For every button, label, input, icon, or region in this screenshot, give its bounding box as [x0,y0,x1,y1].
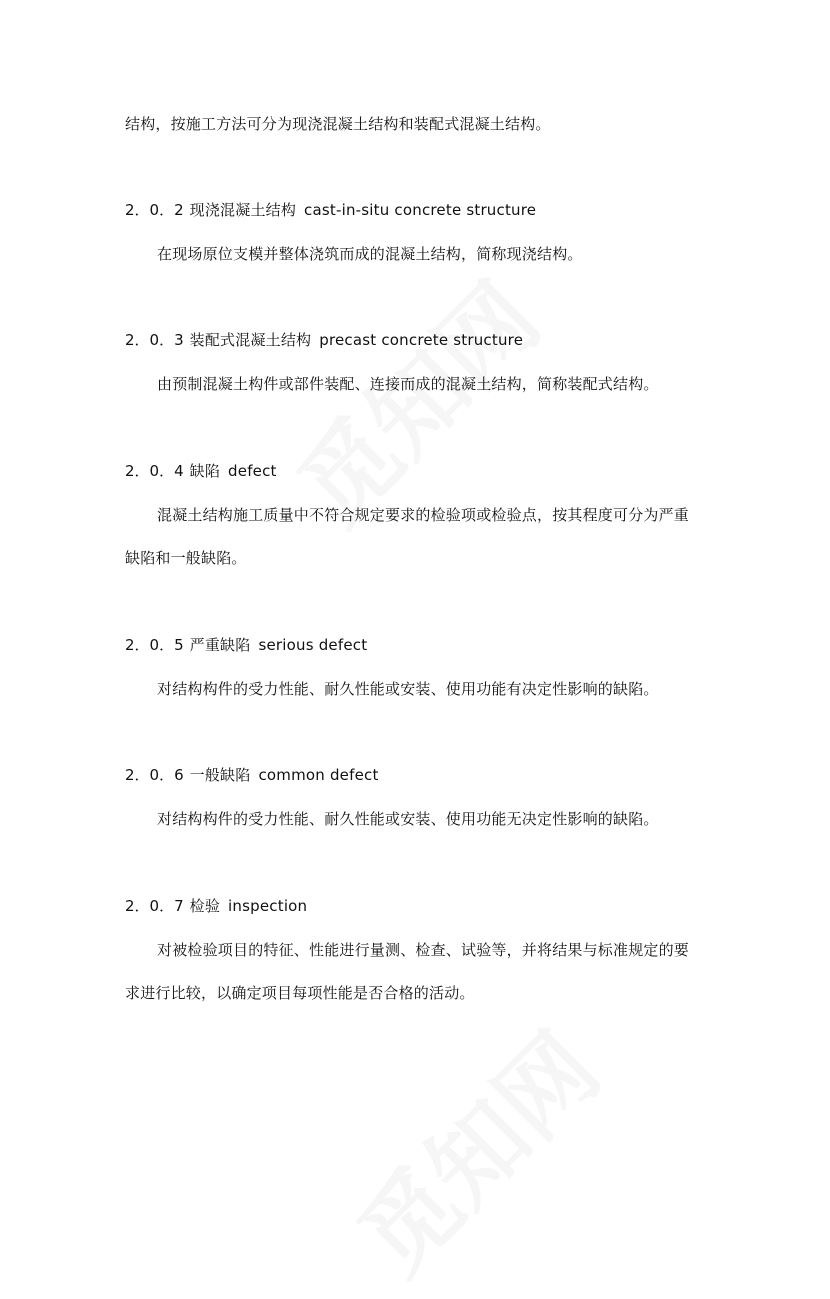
term-chinese: 缺陷 [189,462,221,480]
term-heading [125,200,536,220]
term-english: serious defect [258,636,368,654]
term-chinese: 装配式混凝土结构 [189,331,312,349]
term-heading [125,330,523,350]
term-number: 2．0．6 [125,766,184,784]
watermark [324,998,625,1299]
term-definition: 对被检验项目的特征、性能进行量测、检查、试验等，并将结果与标准规定的要 [157,941,690,959]
term-english: precast concrete structure [319,331,524,349]
term-english: inspection [228,897,308,915]
term-definition-continuation: 求进行比较，以确定项目每项性能是否合格的活动。 [125,984,475,1002]
term-heading [125,896,307,916]
term-english: common defect [258,766,379,784]
term-english: defect [228,462,277,480]
term-english: cast-in-situ concrete structure [304,201,537,219]
term-chinese: 现浇混凝土结构 [189,201,297,219]
term-definition: 对结构构件的受力性能、耐久性能或安装、使用功能无决定性影响的缺陷。 [157,810,659,828]
term-heading [125,765,379,785]
term-definition: 在现场原位支模并整体浇筑而成的混凝土结构，简称现浇结构。 [157,245,583,263]
term-definition: 由预制混凝土构件或部件装配、连接而成的混凝土结构，简称装配式结构。 [157,375,659,393]
term-chinese: 一般缺陷 [189,766,251,784]
term-chinese: 严重缺陷 [189,636,251,654]
term-number: 2．0．7 [125,897,184,915]
term-chinese: 检验 [189,897,221,915]
term-definition: 混凝土结构施工质量中不符合规定要求的检验项或检验点，按其程度可分为严重 [157,506,690,524]
term-number: 2．0．5 [125,636,184,654]
term-number: 2．0．2 [125,201,184,219]
intro-continuation: 结构，按施工方法可分为现浇混凝土结构和装配式混凝土结构。 [125,115,551,133]
term-definition-continuation: 缺陷和一般缺陷。 [125,549,247,567]
term-heading [125,461,277,481]
term-number: 2．0．4 [125,462,184,480]
term-heading [125,635,367,655]
term-definition: 对结构构件的受力性能、耐久性能或安装、使用功能有决定性影响的缺陷。 [157,680,659,698]
watermark [264,248,565,549]
term-number: 2．0．3 [125,331,184,349]
